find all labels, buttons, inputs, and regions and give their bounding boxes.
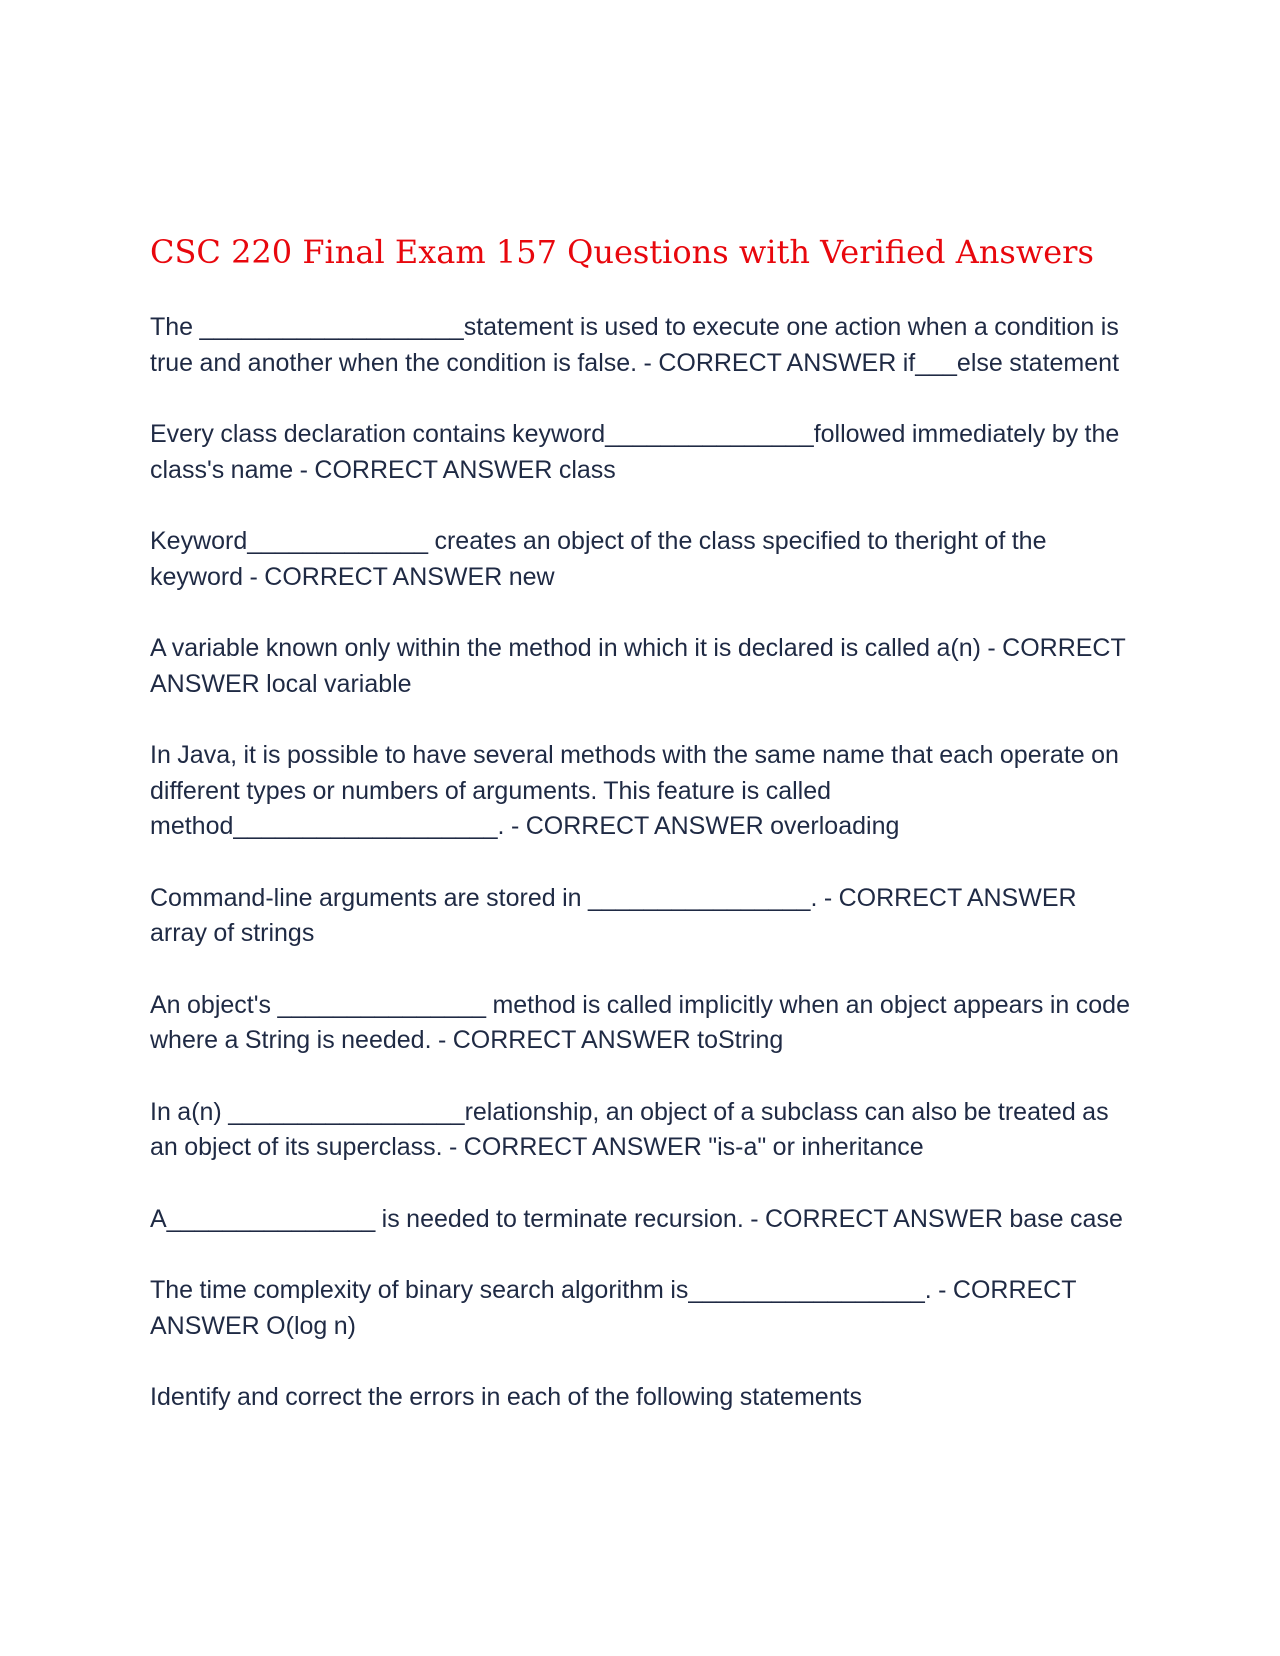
question-item-3: Keyword_____________ creates an object of the class specified to theright of the keyword - CORRECT ANSWER new bbox=[150, 527, 1047, 591]
question-item-4: A variable known only within the method in which it is declared is called a(n) - CORRECT ANSWER local variable bbox=[150, 634, 1126, 698]
question-item-2: Every class declaration contains keyword_______________followed immediately by the class's name - CORRECT ANSWER class bbox=[150, 420, 1120, 484]
question-item-11: Identify and correct the errors in each of the following statements bbox=[150, 1383, 863, 1411]
document-title: CSC 220 Final Exam 157 Questions with Verified Answers bbox=[150, 233, 1094, 271]
question-item-8: In a(n) _________________relationship, an object of a subclass can also be treated as an object of its superclass. - CORRECT ANSWER "is-a" or inheritance bbox=[150, 1097, 1109, 1161]
question-list bbox=[150, 310, 1135, 1416]
question-item-9: A_______________ is needed to terminate recursion. - CORRECT ANSWER base case bbox=[150, 1204, 1123, 1233]
question-item-1: The ___________________statement is used to execute one action when a condition is true and another when the condition is false. - CORRECT ANSWER if___else statement bbox=[150, 313, 1120, 377]
question-item-10: The time complexity of binary search algorithm is_________________. - CORRECT ANSWER O(log n) bbox=[150, 1276, 1077, 1340]
question-item-7: An object's _______________ method is called implicitly when an object appears in code where a String is needed. - CORRECT ANSWER toString bbox=[150, 990, 1130, 1054]
question-item-5: In Java, it is possible to have several methods with the same name that each operate on different types or numbers of arguments. This feature is called method___________________. - CORRECT ANSWER overloading bbox=[150, 741, 1119, 840]
question-item-6: Command-line arguments are stored in ________________. - CORRECT ANSWER array of strings bbox=[150, 883, 1077, 947]
